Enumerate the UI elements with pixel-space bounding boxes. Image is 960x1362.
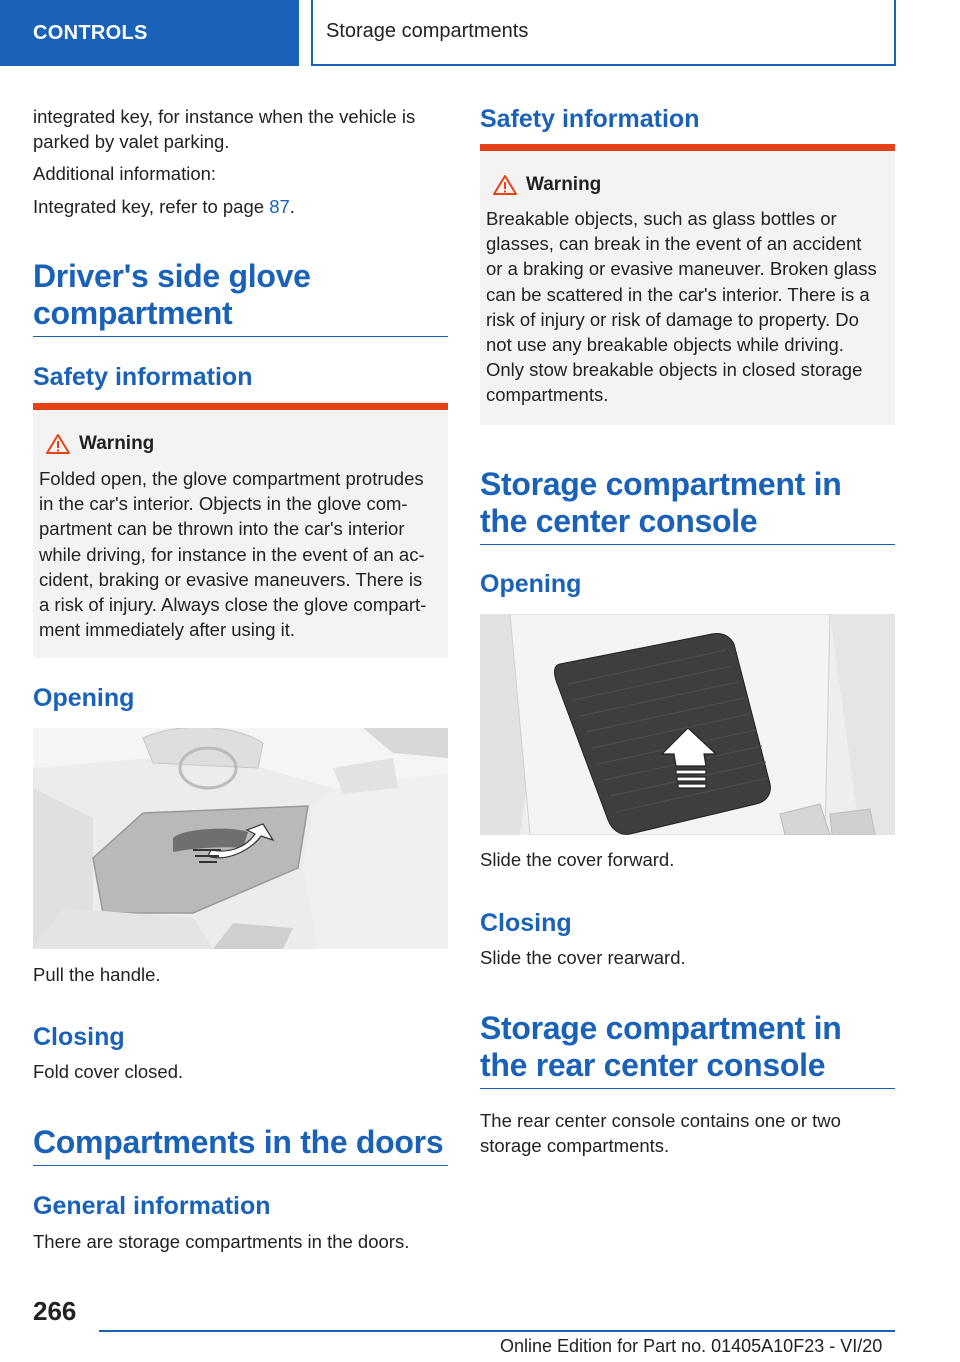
title-line: Storage compartment in (480, 1010, 842, 1046)
warning-text (486, 206, 891, 408)
integrated-key-reference (33, 194, 448, 219)
title-line: the rear center console (480, 1047, 826, 1083)
section-tab-controls[interactable]: CONTROLS (0, 0, 299, 66)
page-number: 266 (33, 1296, 77, 1326)
warning-line: cident, braking or evasive maneuvers. There is (39, 568, 423, 590)
closing-heading: Closing (33, 1023, 125, 1051)
warning-header (492, 173, 601, 197)
closing-text: Fold cover closed. (33, 1061, 184, 1082)
warning-triangle-icon (492, 174, 518, 196)
doors-compartments-title (33, 1124, 448, 1166)
warning-box (33, 403, 448, 658)
safety-information-heading: Safety information (480, 105, 700, 133)
footer-divider (99, 1330, 895, 1332)
intro-line: integrated key, for instance when the vehicle is (33, 106, 416, 127)
title-line: the center console (480, 503, 758, 539)
rear-center-console-title (480, 1010, 895, 1089)
topic-title: Storage compartments (311, 0, 896, 66)
warning-line: in the car's interior. Objects in the glove com- (39, 493, 408, 515)
title-line: compartment (33, 295, 233, 331)
reference-text: Integrated key, refer to page (33, 196, 270, 217)
center-console-illustration (480, 614, 895, 835)
title-line: Storage compartment in (480, 466, 842, 502)
general-information-text: There are storage compartments in the doors. (33, 1231, 410, 1252)
center-console-title (480, 466, 895, 545)
rear-console-text: storage compartments. (480, 1135, 670, 1156)
safety-information-heading: Safety information (33, 363, 253, 391)
closing-text: Slide the cover rearward. (480, 947, 686, 968)
glove-compartment-illustration (33, 728, 448, 949)
glove-compartment-drawing (33, 728, 448, 949)
warning-title: Warning (79, 433, 155, 454)
page-header (0, 0, 960, 66)
warning-line: not use any breakable objects while driving. (486, 334, 844, 356)
warning-line: while driving, for instance in the event of an ac- (39, 543, 425, 565)
warning-line: ment immediately after using it. (39, 619, 296, 641)
warning-title: Warning (526, 174, 602, 195)
warning-line: can be scattered in the car's interior. There is a (486, 283, 870, 305)
opening-heading: Opening (480, 570, 582, 598)
warning-text (39, 466, 444, 642)
warning-line: Only stow breakable objects in closed storage (486, 359, 863, 381)
page-link-87[interactable]: 87 (269, 196, 290, 217)
rear-console-text: The rear center console contains one or two (480, 1110, 841, 1131)
warning-box (480, 144, 895, 425)
warning-line: risk of injury or risk of damage to property. Do (486, 308, 859, 330)
intro-line: parked by valet parking. (33, 131, 230, 152)
opening-caption: Slide the cover forward. (480, 849, 675, 870)
general-information-heading: General information (33, 1192, 271, 1220)
edition-note: Online Edition for Part no. 01405A10F23 - VI/20 (500, 1336, 883, 1356)
warning-triangle-icon (45, 433, 71, 455)
warning-line: Folded open, the glove compartment protrudes (39, 468, 424, 489)
warning-line: partment can be thrown into the car's interior (39, 518, 405, 540)
glove-compartment-title (33, 258, 448, 337)
opening-heading: Opening (33, 684, 135, 712)
reference-period: . (289, 196, 295, 217)
opening-caption: Pull the handle. (33, 964, 161, 985)
warning-line: a risk of injury. Always close the glove compart- (39, 594, 427, 616)
warning-header (45, 432, 154, 456)
warning-line: or a braking or evasive maneuver. Broken glass (486, 258, 877, 280)
title-line: Driver's side glove (33, 258, 311, 294)
warning-line: compartments. (486, 384, 609, 406)
warning-line: glasses, can break in the event of an accident (486, 233, 862, 255)
center-console-drawing (480, 614, 895, 835)
warning-line: Breakable objects, such as glass bottles or (486, 208, 837, 229)
additional-info-label: Additional information: (33, 163, 217, 184)
closing-heading: Closing (480, 909, 572, 937)
title-line: Compartments in the doors (33, 1124, 444, 1160)
